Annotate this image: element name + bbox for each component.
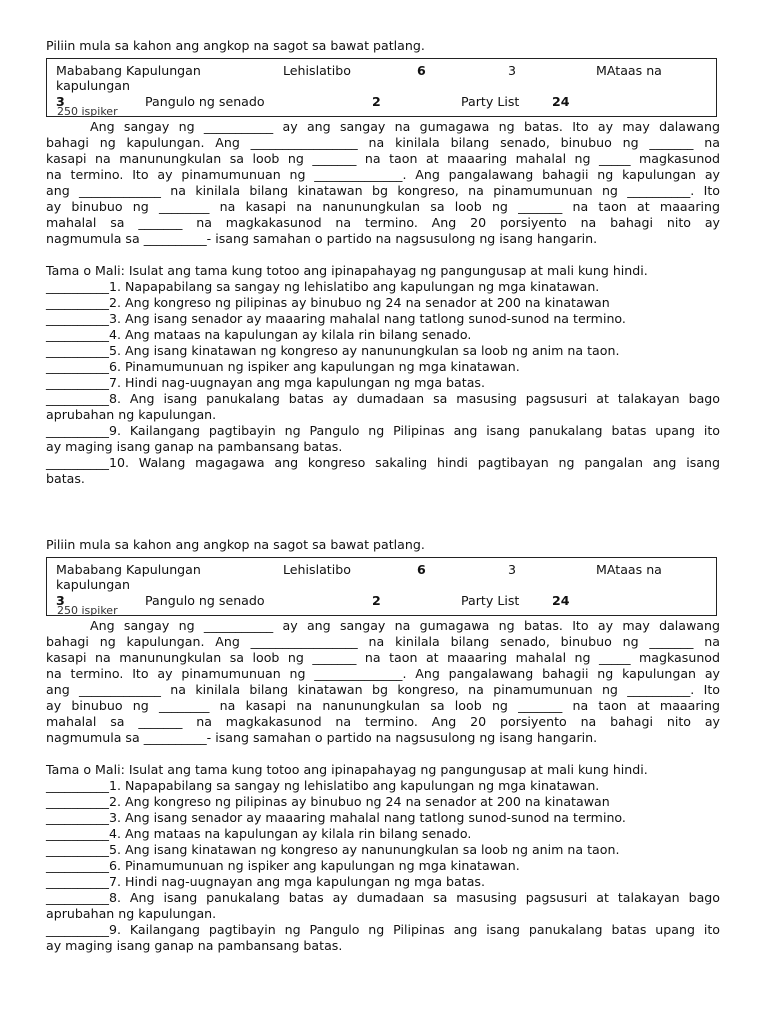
tf-item-3: __________3. Ang isang senador ay maaaring mahalal nang tatlong sunod-sunod na termino. [46,311,626,326]
paragraph-line: Ang sangay ng ___________ ay ang sangay na gumagawa ng batas. Ito ay may dalawang [90,618,720,633]
tf-item-5: __________5. Ang isang kinatawan ng kongreso ay nanunungkulan sa loob ng anim na taon. [46,842,620,857]
word-box-item: Party List [461,94,520,109]
word-box-clipped-text: 250 ispiker [57,105,118,117]
paragraph-line: bahagi ng kapulungan. Ang _________________ na kinilala bilang senado, binubuo ng _______ na [46,135,720,150]
paragraph-line: mahalal sa _______ na magkakasunod na termino. Ang 20 porsiyento na bahagi nito ay [46,215,720,230]
tf-item-1: __________1. Napapabilang sa sangay ng lehislatibo ang kapulungan ng mga kinatawan. [46,778,600,793]
word-box-item: Mababang Kapulungan [56,63,201,78]
paragraph-line: Ang sangay ng ___________ ay ang sangay na gumagawa ng batas. Ito ay may dalawang [90,119,720,134]
tf-item-4: __________4. Ang mataas na kapulungan ay kilala rin bilang senado. [46,826,472,841]
word-box-item: Mababang Kapulungan [56,562,201,577]
paragraph-line: kasapi na manunungkulan sa loob ng _______ na taon at maaaring mahalal ng _____ magkasunod [46,650,720,665]
tf-item-3: __________3. Ang isang senador ay maaaring mahalal nang tatlong sunod-sunod na termino. [46,810,626,825]
instruction: Piliin mula sa kahon ang angkop na sagot sa bawat patlang. [46,38,425,53]
word-box-item: kapulungan [56,577,130,592]
word-box-item: Party List [461,593,520,608]
word-box-item: 6 [417,562,426,577]
tf-item-7: __________7. Hindi nag-uugnayan ang mga kapulungan ng mga batas. [46,874,485,889]
word-box [46,557,717,616]
tf-item-6: __________6. Pinamumunuan ng ispiker ang kapulungan ng mga kinatawan. [46,858,520,873]
word-box-item: kapulungan [56,78,130,93]
word-box-item: 6 [417,63,426,78]
paragraph-line: na termino. Ito ay pinamumunuan ng ______________. Ang pangalawang bahagii ng kapulungan ay [46,666,720,681]
tf-item-2: __________2. Ang kongreso ng pilipinas ay binubuo ng 24 na senador at 200 na kinatawan [46,794,610,809]
paragraph-line: ay binubuo ng ________ na kasapi na nanunungkulan sa loob ng _______ na taon at maaaring [46,698,720,713]
paragraph-line: kasapi na manunungkulan sa loob ng _______ na taon at maaaring mahalal ng _____ magkasunod [46,151,720,166]
paragraph-line: nagmumula sa __________- isang samahan o partido na nagsusulong ng isang hangarin. [46,231,598,246]
word-box-item: Pangulo ng senado [145,94,265,109]
word-box-item: 2 [372,94,381,109]
paragraph-line: nagmumula sa __________- isang samahan o partido na nagsusulong ng isang hangarin. [46,730,598,745]
tf-item-5: __________5. Ang isang kinatawan ng kongreso ay nanunungkulan sa loob ng anim na taon. [46,343,620,358]
word-box-item: Pangulo ng senado [145,593,265,608]
tf-item-8: __________8. Ang isang panukalang batas ay dumadaan sa masusing pagsusuri at talakayan bago [46,391,720,406]
tf-instruction: Tama o Mali: Isulat ang tama kung totoo ang ipinapahayag ng pangungusap at mali kung hindi. [46,762,648,777]
tf-item-2: __________2. Ang kongreso ng pilipinas ay binubuo ng 24 na senador at 200 na kinatawan [46,295,610,310]
word-box-item: MAtaas na [596,63,662,78]
tf-item-8-cont: aprubahan ng kapulungan. [46,906,217,921]
tf-item-8: __________8. Ang isang panukalang batas ay dumadaan sa masusing pagsusuri at talakayan bago [46,890,720,905]
tf-item-9-cont: ay maging isang ganap na pambansang batas. [46,439,343,454]
instruction: Piliin mula sa kahon ang angkop na sagot sa bawat patlang. [46,537,425,552]
word-box-clipped-text: 250 ispiker [57,604,118,616]
word-box-item: Lehislatibo [283,63,351,78]
word-box-item: 24 [552,593,570,608]
tf-item-6: __________6. Pinamumunuan ng ispiker ang kapulungan ng mga kinatawan. [46,359,520,374]
tf-item-8-cont: aprubahan ng kapulungan. [46,407,217,422]
tf-item-7: __________7. Hindi nag-uugnayan ang mga kapulungan ng mga batas. [46,375,485,390]
tf-item-1: __________1. Napapabilang sa sangay ng lehislatibo ang kapulungan ng mga kinatawan. [46,279,600,294]
word-box-item: 3 [56,94,65,109]
word-box-item: 24 [552,94,570,109]
word-box-item: 3 [508,562,517,577]
word-box-item: 2 [372,593,381,608]
tf-item-10-cont: batas. [46,471,85,486]
tf-item-9-cont: ay maging isang ganap na pambansang batas. [46,938,343,953]
word-box-item: MAtaas na [596,562,662,577]
word-box [46,58,717,117]
paragraph-line: ang _____________ na kinilala bilang kinatawan bg kongreso, na pinamumunuan ng __________. Ito [46,682,720,697]
word-box-item: 3 [508,63,517,78]
paragraph-line: ang _____________ na kinilala bilang kinatawan bg kongreso, na pinamumunuan ng __________. Ito [46,183,720,198]
paragraph-line: ay binubuo ng ________ na kasapi na nanunungkulan sa loob ng _______ na taon at maaaring [46,199,720,214]
tf-item-9: __________9. Kailangang pagtibayin ng Pangulo ng Pilipinas ang isang panukalang batas upang ito [46,423,720,438]
tf-item-10: __________10. Walang magagawa ang kongreso sakaling hindi pagtibayan ng pangalan ang isang [46,455,720,470]
paragraph-line: na termino. Ito ay pinamumunuan ng ______________. Ang pangalawang bahagii ng kapulungan ay [46,167,720,182]
word-box-item: Lehislatibo [283,562,351,577]
paragraph-line: bahagi ng kapulungan. Ang _________________ na kinilala bilang senado, binubuo ng _______ na [46,634,720,649]
tf-instruction: Tama o Mali: Isulat ang tama kung totoo ang ipinapahayag ng pangungusap at mali kung hindi. [46,263,648,278]
tf-item-9: __________9. Kailangang pagtibayin ng Pangulo ng Pilipinas ang isang panukalang batas upang ito [46,922,720,937]
tf-item-4: __________4. Ang mataas na kapulungan ay kilala rin bilang senado. [46,327,472,342]
paragraph-line: mahalal sa _______ na magkakasunod na termino. Ang 20 porsiyento na bahagi nito ay [46,714,720,729]
word-box-item: 3 [56,593,65,608]
